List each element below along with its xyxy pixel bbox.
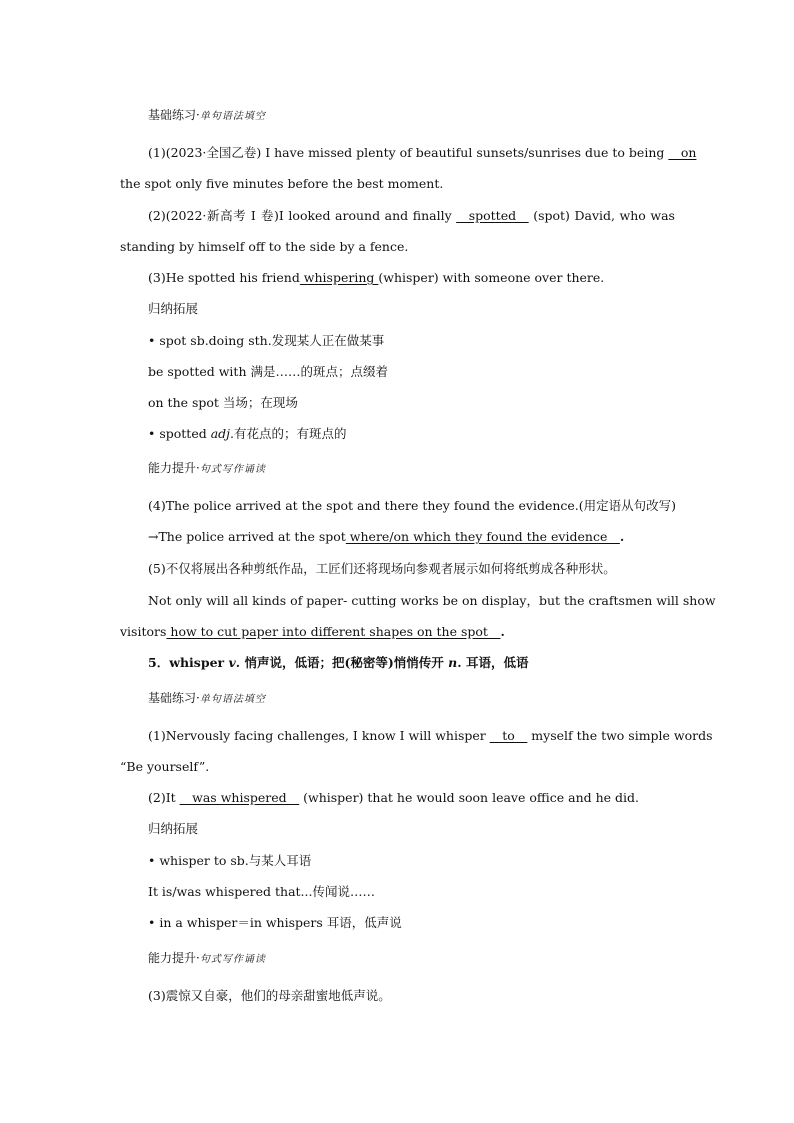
answer-blank: __was whispered__ bbox=[179, 790, 300, 805]
question-4: (4)The police arrived at the spot and there they found the evidence.(用定语从句改写) bbox=[148, 498, 677, 513]
summary-line: • spotted adj.有花点的；有斑点的 bbox=[148, 426, 347, 441]
answer-blank: __on bbox=[668, 145, 697, 160]
question-5: (5)不仅将展出各种剪纸作品，工匠们还将现场向参观者展示如何将纸剪成各种形状。 bbox=[148, 561, 616, 576]
section-heading-basic-practice: 基础练习·单句语法填空 bbox=[148, 691, 266, 705]
answer-blank: where/on which they found the evidence__ bbox=[345, 529, 620, 544]
whisper-question-1-line-2: “Be yourself”. bbox=[120, 759, 210, 774]
section-heading-ability: 能力提升·句式写作诵读 bbox=[148, 951, 266, 965]
section-heading-ability: 能力提升·句式写作诵读 bbox=[148, 461, 266, 475]
summary-line: • whisper to sb.与某人耳语 bbox=[148, 853, 312, 868]
answer-blank: whispering bbox=[299, 270, 379, 285]
summary-line: • in a whisper＝in whispers 耳语，低声说 bbox=[148, 915, 402, 930]
summary-line: on the spot 当场；在现场 bbox=[148, 395, 298, 410]
question-1-line-1: (1)(2023·全国乙卷) I have missed plenty of beautiful sunsets/sunrises due to being __on bbox=[148, 145, 697, 160]
whisper-question-1-line-1: (1)Nervously facing challenges, I know I will whisper __to__ myself the two simple words bbox=[148, 728, 713, 743]
question-3: (3)He spotted his friend whispering (whisper) with someone over there. bbox=[148, 270, 605, 285]
question-5-line-1: Not only will all kinds of paper- cutting works be on display，but the craftsmen will show bbox=[148, 593, 716, 608]
whisper-question-3: (3)震惊又自豪，他们的母亲甜蜜地低声说。 bbox=[148, 988, 391, 1003]
summary-title: 归纳拓展 bbox=[148, 821, 199, 836]
answer-blank: __to__ bbox=[489, 728, 528, 743]
question-4-answer: →The police arrived at the spot where/on which they found the evidence__. bbox=[148, 529, 625, 544]
whisper-question-2: (2)It __was whispered__ (whisper) that he would soon leave office and he did. bbox=[148, 790, 640, 805]
question-2-line-1: (2)(2022·新高考 Ⅰ 卷)I looked around and finally __spotted__ (spot) David, who was bbox=[148, 208, 675, 223]
summary-line: It is/was whispered that...传闻说…… bbox=[148, 884, 375, 899]
answer-blank: __spotted__ bbox=[456, 208, 529, 223]
summary-title: 归纳拓展 bbox=[148, 301, 199, 316]
section-heading-basic-practice: 基础练习·单句语法填空 bbox=[148, 108, 266, 122]
question-2-line-2: standing by himself off to the side by a fence. bbox=[120, 239, 409, 254]
question-1-line-2: the spot only five minutes before the best moment. bbox=[120, 176, 444, 191]
summary-line: be spotted with 满是……的斑点；点缀着 bbox=[148, 364, 388, 379]
answer-blank: how to cut paper into different shapes on the spot__ bbox=[166, 624, 501, 639]
vocab-heading-whisper: 5．whisper v. 悄声说，低语；把(秘密等)悄悄传开 n. 耳语，低语 bbox=[148, 655, 529, 670]
question-5-line-2: visitors how to cut paper into different shapes on the spot__. bbox=[120, 624, 505, 639]
summary-line: • spot sb.doing sth.发现某人正在做某事 bbox=[148, 333, 385, 348]
